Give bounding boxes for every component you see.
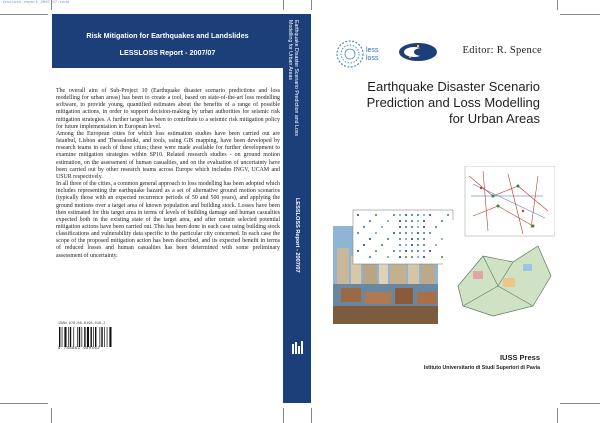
book-title-line: Earthquake Disaster Scenario — [367, 79, 540, 94]
blurb-paragraph: The overall aim of Sub-Project 10 (Earthquake disaster scenario predictions and loss modelling for urban areas) has been to create a tool, based on state-of-the-art loss modelling software, to provide young, quantified estimates about the benefits of a range of possible mitigation actions, in order to support decision-making by urban authorities for seismic risk mitigation strategies. A further target has been to contribute to a seismic risk mitigation policy for future implementation in European level. — [56, 88, 280, 130]
grid-dot — [399, 238, 401, 240]
grid-dot — [399, 244, 401, 246]
grid-dot — [411, 232, 413, 234]
barcode-bar — [84, 327, 85, 347]
cover-figure-collage — [333, 166, 555, 324]
crop-mark — [283, 408, 284, 423]
grid-dot — [405, 232, 407, 234]
grid-dot — [423, 220, 425, 222]
barcode-bar — [109, 327, 111, 347]
grid-dot — [405, 256, 407, 258]
spine-report-label: LESSLOSS Report - 2007/07 — [294, 198, 300, 273]
crop-mark — [557, 408, 558, 423]
grid-dot — [363, 226, 365, 228]
book-title-line: for Urban Areas — [448, 111, 540, 126]
grid-dot — [405, 238, 407, 240]
blurb-paragraph: In all three of the cities, a common general approach to loss modelling has been adopted which includes representing the earthquake hazard as a set of alternative ground motion scenarios (typically those with an expected recurrence periods of 50 and 500 years), and applying the ground motions over a target area of known population and building stock. Losses have been then estimated for this target area in terms of levels of building damage and human casualties expected both in the existing state of the target area, and after certain selected potential mitigation actions have been carried out. This has been done in each case using building stock classifications and vulnerability data specific to the particular city concerned. In each case the scope of the proposed mitigation action has been described, and its expected benefit in terms of reduced losses and human casualties has been determined with some preliminary assessment of uncertainty. — [56, 181, 280, 259]
grid-dot — [417, 250, 419, 252]
crop-mark — [311, 0, 312, 10]
barcode-number: 9 788861 980162 — [58, 347, 101, 351]
grid-dot — [399, 220, 401, 222]
grid-dot — [399, 232, 401, 234]
spine — [283, 14, 311, 403]
grid-dot — [441, 220, 443, 222]
crop-mark — [557, 0, 558, 10]
grid-dot — [423, 256, 425, 258]
grid-dot — [405, 226, 407, 228]
barcode-bar — [93, 327, 94, 347]
book-title-line: Prediction and Loss Modelling — [366, 95, 540, 110]
back-cover-banner — [52, 14, 283, 68]
grid-dot — [369, 256, 371, 258]
grid-dot — [369, 220, 371, 222]
grid-dot — [381, 244, 383, 246]
barcode-bar — [104, 327, 105, 347]
crop-mark — [311, 408, 312, 423]
crop-mark — [0, 14, 48, 15]
crop-mark — [51, 408, 52, 423]
barcode-bar — [101, 327, 102, 347]
grid-dot — [417, 220, 419, 222]
grid-dot — [423, 226, 425, 228]
grid-dot — [375, 232, 377, 234]
grid-dot — [369, 238, 371, 240]
barcode-bar — [82, 327, 83, 347]
grid-dot — [399, 256, 401, 258]
grid-dot — [417, 256, 419, 258]
barcode-bar — [79, 327, 80, 347]
grid-dot — [393, 214, 395, 216]
grid-dot — [375, 214, 377, 216]
grid-dot — [393, 250, 395, 252]
lessloss-logo-text: less loss — [366, 47, 379, 62]
barcode-bar — [91, 327, 92, 347]
barcode-bar — [100, 327, 101, 347]
grid-dot — [411, 226, 413, 228]
grid-dot — [423, 232, 425, 234]
blurb-paragraph: Among the European cities for which loss estimation studies have been carried out are Istanbul, Lisbon and Thessaloniki, and tools, using GIS mapping, have been developed by research teams in each of these cities; these were made available for further development to examine mitigation strategies within SP10. Related research studies - on ground motion estimation, on the assessment of human casualties, and on the evaluation of uncertainty have been carried out by other research teams across Europe which includes INGV, UCAM and USUR respectively. — [56, 130, 280, 180]
spine-title: Earthquake Disaster Scenario Prediction and Loss Modelling for Urban Areas — [287, 20, 299, 136]
grid-dot — [381, 226, 383, 228]
book-title — [330, 79, 540, 127]
eu-logo — [395, 40, 441, 64]
barcode-bar — [68, 327, 69, 347]
grid-dot — [423, 244, 425, 246]
grid-dot — [417, 214, 419, 216]
barcode-bar — [87, 327, 89, 347]
grid-dot — [423, 214, 425, 216]
front-cover — [311, 14, 556, 403]
grid-dot — [411, 238, 413, 240]
grid-dot — [399, 226, 401, 228]
barcode-bar — [59, 327, 60, 347]
grid-dot — [429, 214, 431, 216]
publisher-logo-icon — [292, 341, 303, 354]
grid-dot — [405, 244, 407, 246]
barcode-bar — [95, 327, 96, 347]
grid-dot — [429, 250, 431, 252]
grid-dot — [357, 214, 359, 216]
grid-dot — [357, 250, 359, 252]
grid-dot — [435, 244, 437, 246]
grid-dot — [405, 220, 407, 222]
crop-mark — [0, 403, 48, 404]
grid-dot — [417, 238, 419, 240]
grid-dot — [405, 250, 407, 252]
grid-dot — [417, 226, 419, 228]
publisher-name: IUSS Press — [499, 353, 540, 362]
series-title: Risk Mitigation for Earthquakes and Landslides — [86, 31, 249, 40]
publisher-institute: Istituto Universitario di Studi Superiori di Pavia — [423, 365, 540, 371]
grid-dot — [387, 220, 389, 222]
barcode-bar — [64, 327, 66, 347]
barcode-bar — [107, 327, 108, 347]
grid-dot — [441, 256, 443, 258]
grid-dot — [411, 256, 413, 258]
grid-dot — [417, 232, 419, 234]
grid-dot — [399, 214, 401, 216]
barcode — [58, 322, 134, 354]
editor-credit: Editor: R. Spence — [462, 45, 542, 56]
grid-dot — [423, 250, 425, 252]
grid-dot — [399, 250, 401, 252]
crop-mark — [560, 14, 600, 15]
isbn-label: ISBN 978-88-6198-016-2 — [58, 322, 106, 326]
lessloss-logo — [335, 38, 387, 72]
barcode-bar — [73, 327, 74, 347]
grid-dot — [363, 244, 365, 246]
report-label: LESSLOSS Report - 2007/07 — [119, 48, 216, 57]
grid-dot — [441, 238, 443, 240]
grid-dot — [447, 214, 449, 216]
grid-dot — [387, 238, 389, 240]
back-cover-blurb — [56, 88, 280, 260]
grid-dot — [405, 214, 407, 216]
dot-grid-map — [353, 210, 453, 264]
grid-dot — [375, 250, 377, 252]
network-map — [465, 166, 555, 236]
crop-mark — [560, 403, 600, 404]
file-label: lessloss_report_2007_07.indd — [2, 1, 70, 5]
back-cover — [52, 14, 283, 403]
grid-dot — [429, 232, 431, 234]
grid-dot — [387, 256, 389, 258]
grid-dot — [417, 244, 419, 246]
grid-dot — [411, 220, 413, 222]
crop-mark — [283, 0, 284, 10]
barcode-bar — [70, 327, 71, 347]
grid-dot — [411, 250, 413, 252]
grid-dot — [411, 244, 413, 246]
grid-dot — [393, 232, 395, 234]
barcode-bars — [58, 327, 128, 347]
grid-dot — [423, 238, 425, 240]
grid-dot — [435, 226, 437, 228]
barcode-bar — [77, 327, 78, 347]
barcode-bar — [62, 327, 63, 347]
grid-dot — [411, 214, 413, 216]
grid-dot — [357, 232, 359, 234]
